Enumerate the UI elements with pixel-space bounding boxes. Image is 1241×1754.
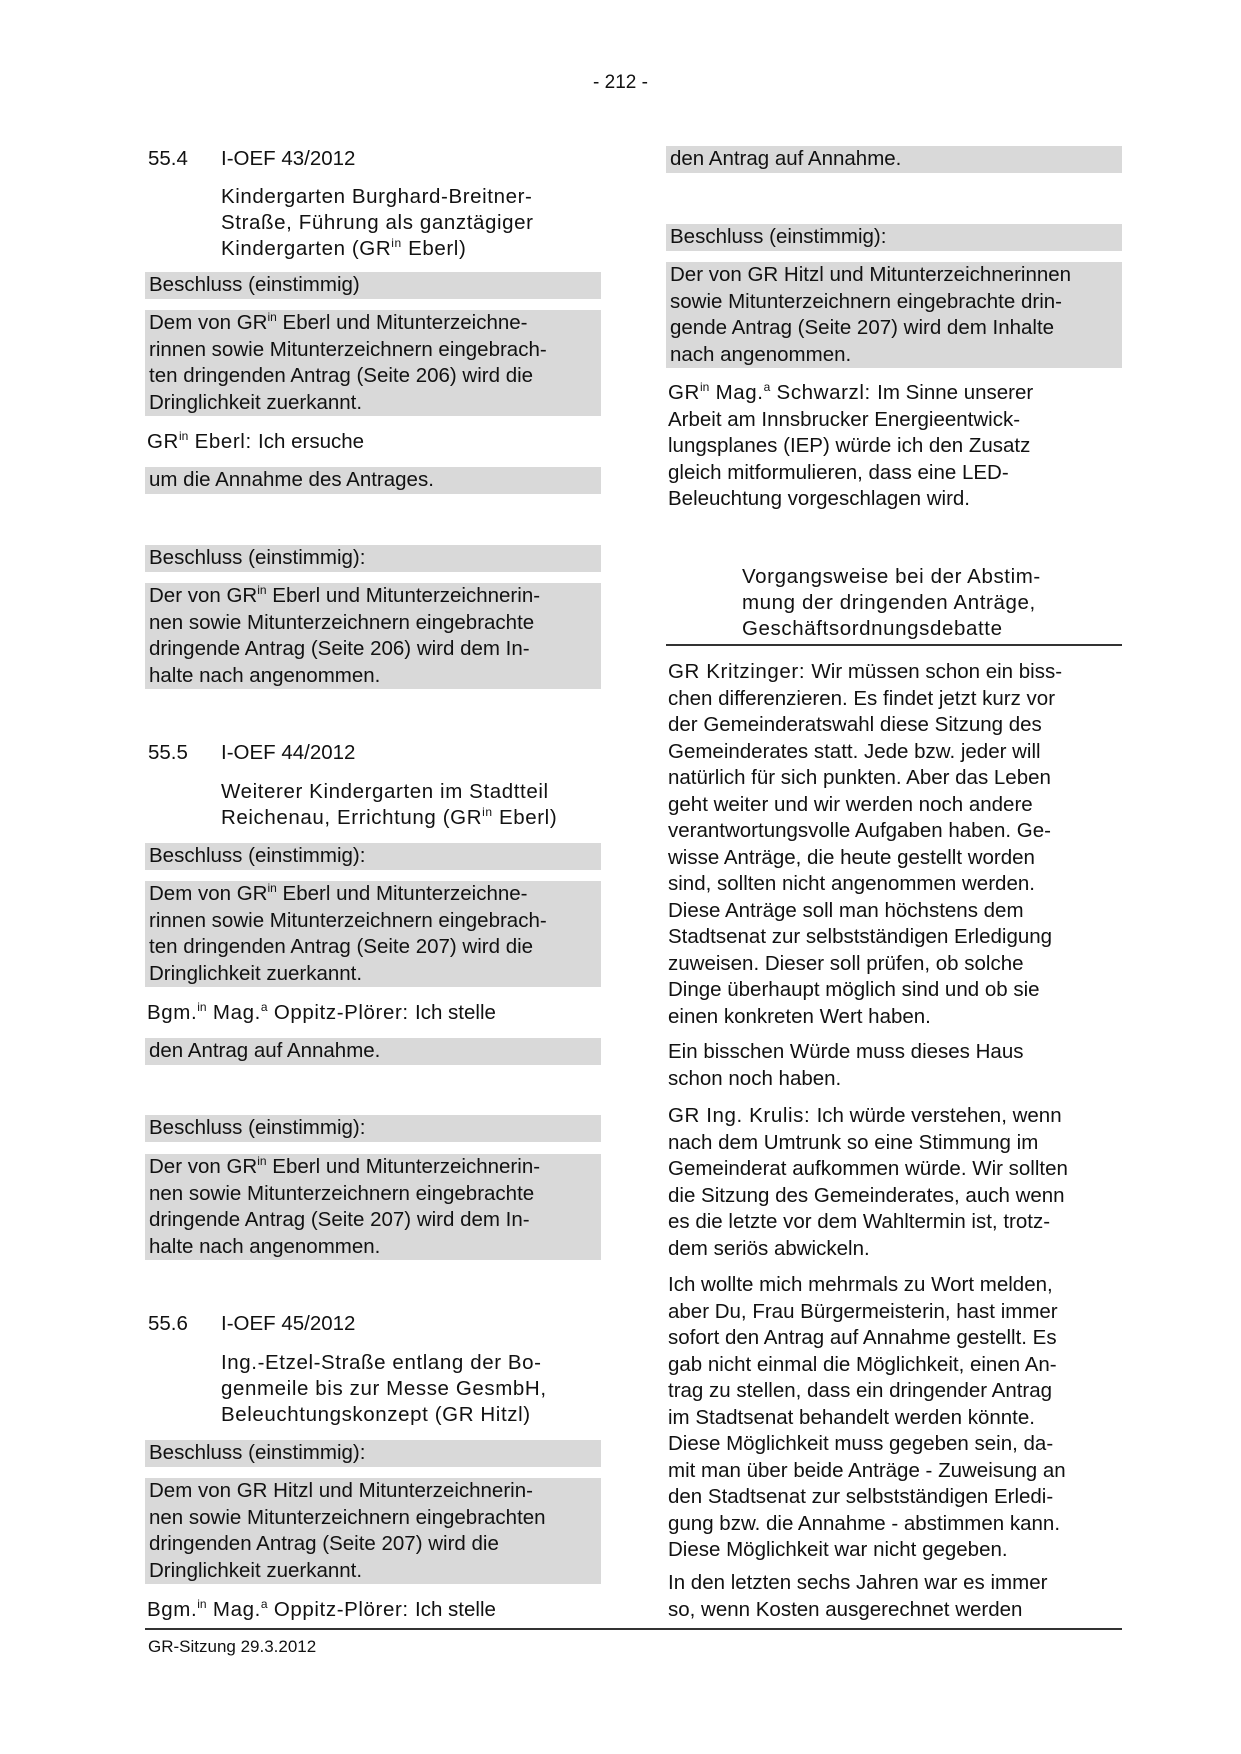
item-reference: I-OEF 43/2012 <box>221 147 356 170</box>
speaker-statement: GR Ing. Krulis: Ich würde verstehen, wenn nach dem Umtrunk so eine Stimmung im Gemeinderat aufkommen würde. Wir sollten die Sitzung des Gemeinderates, auch wenn es die letzte vor dem Wahltermin ist, trotz- dem seriös abwickeln. <box>668 1104 1068 1260</box>
resolution-heading: Beschluss (einstimmig): <box>145 1115 601 1142</box>
resolution-text: Der von $GR^{in}$ Eberl und Mitunterzeichnerin- nen sowie Mitunterzeichnern eingebrachte dringende Antrag (Seite 206) wird dem In- halte nach angenommen. <box>145 583 601 689</box>
item-number: 55.6 <box>148 1312 188 1335</box>
footer-divider <box>145 1628 1122 1630</box>
statement-continuation: den Antrag auf Annahme. <box>666 146 1122 173</box>
heading-divider <box>666 644 1122 646</box>
resolution-text: Der von GR Hitzl und Mitunterzeichnerinnen sowie Mitunterzeichnern eingebrachte drin- gende Antrag (Seite 207) wird dem Inhalte nach angenommen. <box>666 262 1122 368</box>
resolution-text: Dem von GR Hitzl und Mitunterzeichnerin- nen sowie Mitunterzeichnern eingebrachten dringenden Antrag (Seite 207) wird die Dringlichkeit zuerkannt. <box>145 1478 601 1584</box>
resolution-text: Dem von $GR^{in}$ Eberl und Mitunterzeichne- rinnen sowie Mitunterzeichnern eingebrach- ten dringenden Antrag (Seite 206) wird die Dringlichkeit zuerkannt. <box>145 310 601 416</box>
item-title: Kindergarten Burghard-Breitner- Straße, Führung als ganztägiger Kindergarten ($GR^{in}$ Eberl) <box>221 185 534 260</box>
resolution-heading: Beschluss (einstimmig): <box>666 224 1122 251</box>
speaker-statement: $GR^{in}$ Mag.$^a$ Schwarzl: Im Sinne unserer Arbeit am Innsbrucker Energieentwick- lungsplanes (IEP) würde ich den Zusatz gleich mitformulieren, dass eine LED- Beleuchtung vorgeschlagen wird. <box>668 380 1034 510</box>
resolution-heading: Beschluss (einstimmig): <box>145 1440 601 1467</box>
item-reference: I-OEF 45/2012 <box>221 1312 356 1335</box>
speaker-statement: Bgm.$^{in}$ Mag.$^a$ Oppitz-Plörer: Ich stelle <box>147 1597 496 1621</box>
page-number: - 212 - <box>593 72 648 93</box>
paragraph: In den letzten sechs Jahren war es immer so, wenn Kosten ausgerechnet werden <box>668 1571 1048 1621</box>
section-heading: Vorgangsweise bei der Abstim- mung der dringenden Anträge, Geschäftsordnungsdebatte <box>742 565 1041 640</box>
speaker-statement: $GR^{in}$ Eberl: Ich ersuche <box>147 429 365 453</box>
footer-text: GR-Sitzung 29.3.2012 <box>148 1637 317 1656</box>
resolution-text: Dem von $GR^{in}$ Eberl und Mitunterzeichne- rinnen sowie Mitunterzeichnern eingebrach- ten dringenden Antrag (Seite 207) wird die Dringlichkeit zuerkannt. <box>145 881 601 987</box>
resolution-heading: Beschluss (einstimmig) <box>145 272 601 299</box>
speaker-statement: Bgm.$^{in}$ Mag.$^a$ Oppitz-Plörer: Ich stelle <box>147 1000 496 1024</box>
item-title: Ing.-Etzel-Straße entlang der Bo- genmeile bis zur Messe GesmbH, Beleuchtungskonzept (GR Hitzl) <box>221 1351 547 1426</box>
item-reference: I-OEF 44/2012 <box>221 741 356 764</box>
paragraph: Ein bisschen Würde muss dieses Haus schon noch haben. <box>668 1040 1024 1090</box>
item-title: Weiterer Kindergarten im Stadtteil Reichenau, Errichtung ($GR^{in}$ Eberl) <box>221 780 558 829</box>
paragraph: Ich wollte mich mehrmals zu Wort melden, aber Du, Frau Bürgermeisterin, hast immer sofort den Antrag auf Annahme gestellt. Es gab nicht einmal die Möglichkeit, einen An- trag zu stellen, dass ein dringender Antrag im Stadtsenat behandelt werden könnte. Diese Möglichkeit muss gegeben sein, da- mit man über beide Anträge - Zuweisung an den Stadtsenat zur selbstständigen Erledi- gung bzw. die Annahme - abstimmen kann. Diese Möglichkeit war nicht gegeben. <box>668 1273 1066 1561</box>
item-number: 55.4 <box>148 147 188 170</box>
resolution-heading: Beschluss (einstimmig): <box>145 545 601 572</box>
item-number: 55.5 <box>148 741 188 764</box>
resolution-heading: Beschluss (einstimmig): <box>145 843 601 870</box>
statement-continuation: um die Annahme des Antrages. <box>145 467 601 494</box>
statement-continuation: den Antrag auf Annahme. <box>145 1038 601 1065</box>
speaker-statement: GR Kritzinger: Wir müssen schon ein biss- chen differenzieren. Es findet jetzt kurz vor der Gemeinderatswahl diese Sitzung des Gemeinderates statt. Jede bzw. jeder will natürlich für sich punkten. Aber das Leben geht weiter und wir werden noch andere verantwortungsvolle Aufgaben haben. Ge- wisse Anträge, die heute gestellt worden sind, sollten nicht angenommen werden. Diese Anträge soll man höchstens dem Stadtsenat zur selbstständigen Erledigung zuweisen. Dieser soll prüfen, ob solche Dinge überhaupt möglich sind und ob sie einen konkreten Wert haben. <box>668 660 1063 1028</box>
resolution-text: Der von $GR^{in}$ Eberl und Mitunterzeichnerin- nen sowie Mitunterzeichnern eingebrachte dringende Antrag (Seite 207) wird dem In- halte nach angenommen. <box>145 1154 601 1260</box>
